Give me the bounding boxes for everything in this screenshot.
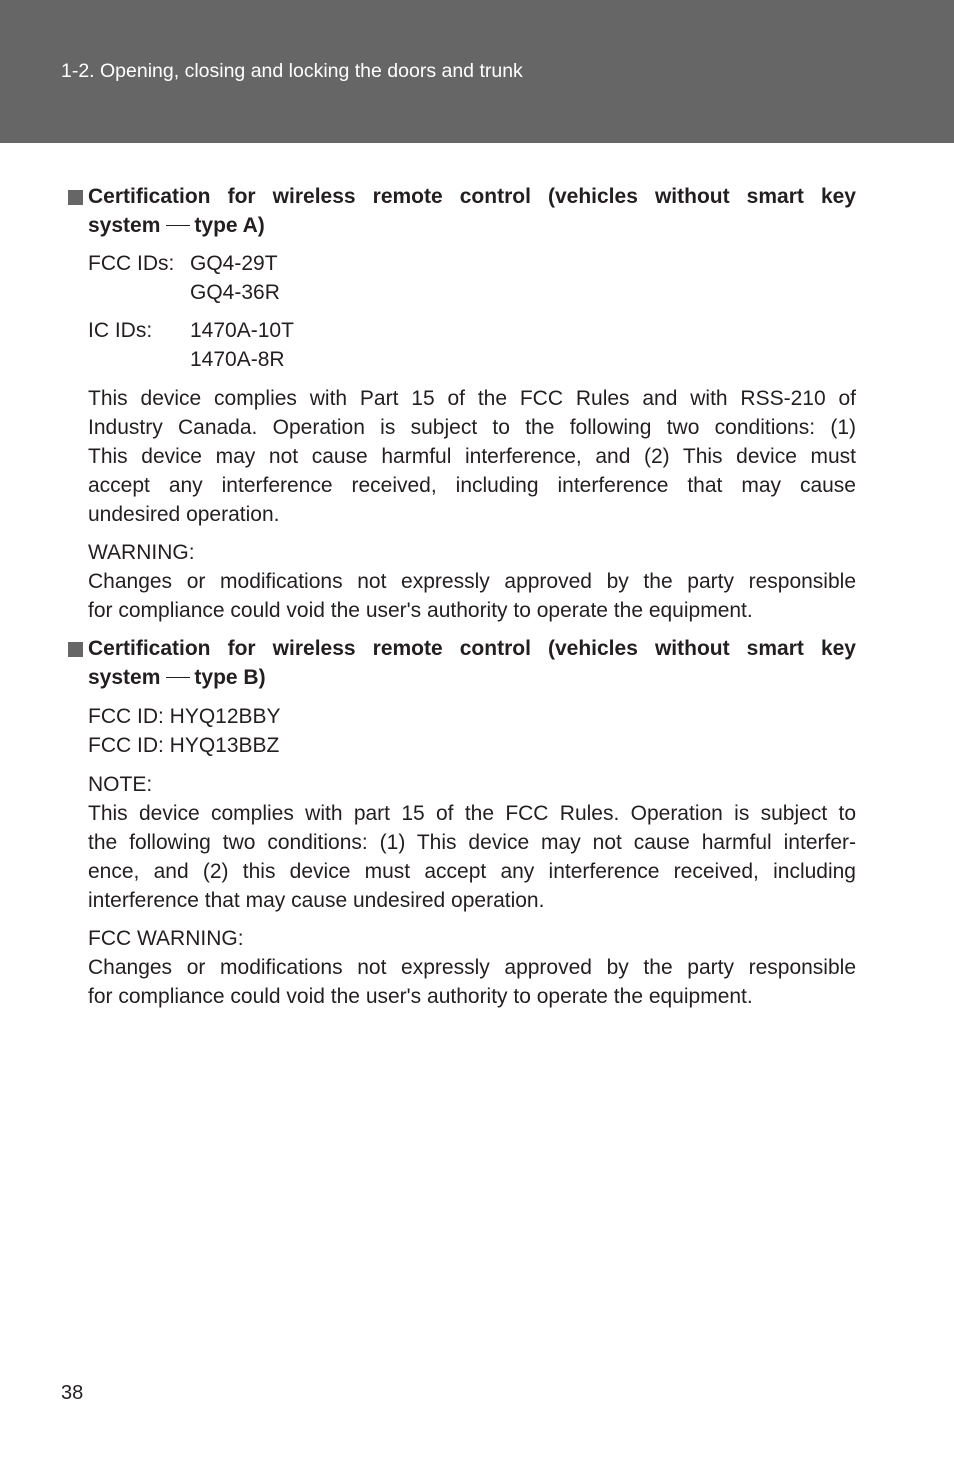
- section-marker-icon: [68, 642, 83, 657]
- paragraph-line: accept any interference received, including interference that may cause: [88, 474, 856, 497]
- fcc-id-line: FCC ID: HYQ12BBY: [88, 705, 281, 728]
- section-a-heading-line2: [88, 214, 265, 237]
- paragraph-line: interference that may cause undesired operation.: [88, 889, 545, 912]
- paragraph-line: This device may not cause harmful interference, and (2) This device must: [88, 445, 856, 468]
- section-a-compliance-paragraph: [88, 384, 856, 529]
- paragraph-line: This device complies with Part 15 of the FCC Rules and with RSS-210 of: [88, 387, 856, 410]
- paragraph-line: the following two conditions: (1) This device may not cause harmful interfer-: [88, 831, 856, 854]
- section-b-heading-suffix: type B): [194, 666, 266, 689]
- section-b-heading-line2: [88, 666, 266, 689]
- section-b-heading: [88, 634, 856, 692]
- note-title: NOTE:: [88, 773, 153, 796]
- fcc-id-value: GQ4-36R: [190, 281, 280, 304]
- fcc-id-line: FCC ID: HYQ13BBZ: [88, 734, 280, 757]
- section-a-warning: [88, 538, 856, 625]
- ic-id-value: 1470A-10T: [190, 319, 294, 342]
- paragraph-line: This device complies with part 15 of the FCC Rules. Operation is subject to: [88, 802, 856, 825]
- section-b-fcc-ids: [88, 702, 856, 760]
- em-dash-icon: [166, 677, 190, 679]
- section-a-heading-line1: Certification for wireless remote control (vehicles without smart key: [88, 185, 856, 208]
- section-b-heading-line1: Certification for wireless remote control (vehicles without smart key: [88, 637, 856, 660]
- em-dash-icon: [166, 225, 190, 227]
- paragraph-line: for compliance could void the user's authority to operate the equipment.: [88, 985, 753, 1008]
- section-a-ic-ids: [88, 316, 856, 374]
- paragraph-line: Changes or modifications not expressly approved by the party responsible: [88, 570, 856, 593]
- header-band: [0, 0, 954, 143]
- section-a-fcc-ids: [88, 249, 856, 307]
- page-number: 38: [61, 1382, 84, 1404]
- ic-id-value: 1470A-8R: [190, 348, 285, 371]
- section-a-heading: [88, 182, 856, 240]
- paragraph-line: Industry Canada. Operation is subject to the following two conditions: (1): [88, 416, 856, 439]
- section-marker-icon: [68, 190, 83, 205]
- paragraph-line: undesired operation.: [88, 503, 280, 526]
- section-b-warning: [88, 924, 856, 1011]
- section-b-heading-word: system: [88, 666, 161, 689]
- section-b-note: [88, 770, 856, 915]
- fcc-ids-label: FCC IDs:: [88, 252, 175, 275]
- warning-title: FCC WARNING:: [88, 927, 244, 950]
- ic-ids-label: IC IDs:: [88, 319, 153, 342]
- section-breadcrumb: 1-2. Opening, closing and locking the doors and trunk: [61, 60, 523, 82]
- warning-title: WARNING:: [88, 541, 195, 564]
- paragraph-line: ence, and (2) this device must accept any interference received, including: [88, 860, 856, 883]
- section-a-heading-suffix: type A): [194, 214, 265, 237]
- fcc-id-value: GQ4-29T: [190, 252, 278, 275]
- paragraph-line: Changes or modifications not expressly approved by the party responsible: [88, 956, 856, 979]
- section-a-heading-word: system: [88, 214, 161, 237]
- paragraph-line: for compliance could void the user's authority to operate the equipment.: [88, 599, 753, 622]
